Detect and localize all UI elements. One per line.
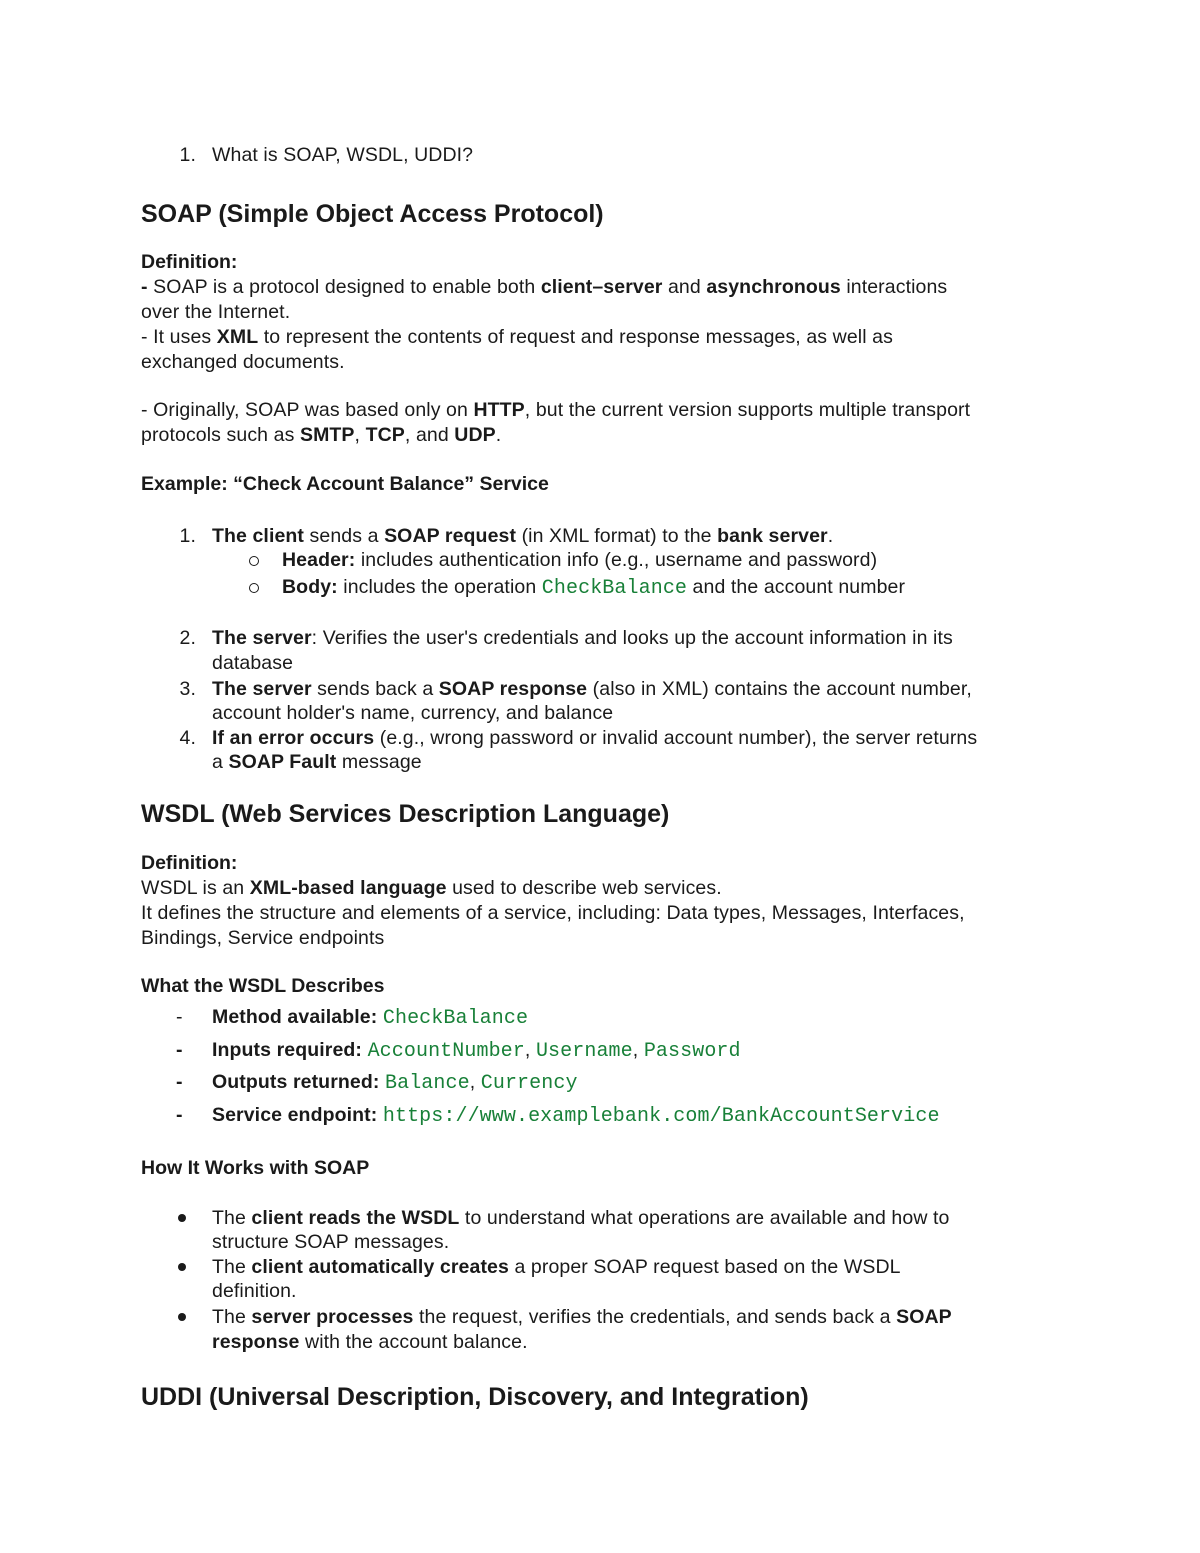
text: protocols such as (141, 424, 300, 446)
code-term: Username (535, 1040, 633, 1063)
filled-bullet-icon (178, 1214, 186, 1222)
bold-term: client automatically creates (251, 1256, 509, 1278)
wsdl-item-outputs: Outputs returned: Balance, Currency (212, 1071, 578, 1095)
endpoint-url: https://www.examplebank.com/BankAccountService (382, 1105, 940, 1128)
text: to represent the contents of request and response messages, as well as (258, 326, 893, 348)
bold-term: The client (212, 525, 305, 547)
bold-term: asynchronous (706, 276, 841, 298)
text: . (495, 424, 502, 446)
item-label: Inputs required: (212, 1039, 363, 1061)
wsdl-item-inputs: Inputs required: AccountNumber, Username, Password (212, 1039, 741, 1063)
text: The (212, 1256, 252, 1278)
text: a (212, 751, 229, 773)
soap-def-line-5 (141, 398, 970, 423)
bold-term: client–server (540, 276, 663, 298)
dash-bullet: - (176, 1104, 183, 1126)
soap-def-line-4: exchanged documents. (141, 351, 345, 373)
how-bullet-3 (212, 1305, 952, 1330)
soap-def-line-3 (141, 325, 893, 350)
bold-term: XML (216, 326, 259, 348)
text: to understand what operations are available and how to (459, 1207, 950, 1229)
bold-term: If an error occurs (212, 727, 375, 749)
soap-example-label: Example: “Check Account Balance” Service (141, 473, 549, 495)
step-4-line-2 (212, 750, 422, 775)
bold-term: server processes (251, 1306, 414, 1328)
text: , and (404, 424, 455, 446)
wsdl-item-method (212, 1005, 528, 1031)
bold-term: HTTP (473, 399, 525, 421)
text: , but the current version supports multiple transport (524, 399, 971, 421)
text: and the account number (687, 576, 906, 598)
step-1-text (212, 524, 833, 549)
bold-term: bank server (717, 525, 828, 547)
bold-term: UDP (454, 424, 496, 446)
hollow-bullet-icon (249, 583, 259, 593)
text: used to describe web services. (446, 877, 722, 899)
text: : Verifies the user's credentials and looks up the account information in its (311, 627, 953, 649)
text: The (212, 1207, 252, 1229)
item-label: Outputs returned: (212, 1071, 380, 1093)
wsdl-item-endpoint (212, 1103, 940, 1129)
text: message (336, 751, 422, 773)
soap-def-line-1 (141, 275, 947, 300)
hollow-bullet-icon (249, 556, 259, 566)
text: (in XML format) to the (516, 525, 718, 547)
how-bullet-1 (212, 1206, 949, 1231)
text: WSDL is an (141, 877, 250, 899)
text: interactions (840, 276, 948, 298)
soap-heading: SOAP (Simple Object Access Protocol) (141, 200, 604, 228)
step-2-line-2: database (212, 652, 294, 674)
how-bullet-3-line-2 (212, 1330, 528, 1355)
text: the request, verifies the credentials, and sends back a (413, 1306, 897, 1328)
step-4-text (212, 726, 977, 751)
text: and (662, 276, 707, 298)
filled-bullet-icon (178, 1263, 186, 1271)
text: sends back a (311, 678, 439, 700)
wsdl-definition-label: Definition: (141, 852, 238, 874)
bold-term: XML-based language (249, 877, 447, 899)
step-number: 3. (179, 678, 196, 700)
text: - Originally, SOAP was based only on (141, 399, 474, 421)
sub-bullet-body (282, 575, 905, 601)
text: (also in XML) contains the account number, (587, 678, 972, 700)
step-2-text (212, 626, 953, 651)
bold-term: SOAP response (438, 678, 588, 700)
text: The (212, 1306, 252, 1328)
wsdl-def-line-3: Bindings, Service endpoints (141, 927, 385, 949)
bold-term: SOAP Fault (228, 751, 337, 773)
uddi-heading: UDDI (Universal Description, Discovery, and Integration) (141, 1383, 809, 1411)
step-number: 2. (179, 627, 196, 649)
bold-term: client reads the WSDL (251, 1207, 460, 1229)
bold-term: response (212, 1331, 300, 1353)
item-label: Method available: (212, 1006, 378, 1028)
soap-def-line-6 (141, 423, 501, 448)
how-bullet-1-line-2: structure SOAP messages. (212, 1231, 450, 1253)
dash-bullet: - (176, 1006, 183, 1028)
bold-term: Header: (282, 549, 356, 571)
wsdl-describes-label: What the WSDL Describes (141, 975, 385, 997)
code-term: CheckBalance (382, 1007, 529, 1030)
code-term: Balance (384, 1072, 470, 1095)
code-term: Currency (480, 1072, 578, 1095)
how-bullet-2 (212, 1255, 901, 1280)
bold-term: SMTP (299, 424, 355, 446)
text: SOAP is a protocol designed to enable both (147, 276, 541, 298)
text: includes authentication info (e.g., username and password) (355, 549, 878, 571)
bold-term: TCP (365, 424, 405, 446)
text: . (827, 525, 834, 547)
text: , (354, 424, 366, 446)
dash-bullet: - (176, 1071, 183, 1093)
soap-def-line-2: over the Internet. (141, 301, 291, 323)
text: with the account balance. (299, 1331, 528, 1353)
soap-definition-label: Definition: (141, 251, 238, 273)
text: (e.g., wrong password or invalid account number), the server returns (374, 727, 978, 749)
wsdl-def-line-2: It defines the structure and elements of a service, including: Data types, Messages, Interfaces, (141, 902, 965, 924)
step-3-line-2: account holder's name, currency, and balance (212, 702, 614, 724)
dash-bullet: - (176, 1039, 183, 1061)
how-bullet-2-line-2: definition. (212, 1280, 297, 1302)
item-label: Service endpoint: (212, 1104, 378, 1126)
wsdl-how-label: How It Works with SOAP (141, 1157, 370, 1179)
text: - It uses (141, 326, 217, 348)
sub-bullet-header (282, 548, 877, 573)
bold-term: Body: (282, 576, 338, 598)
bold-term: The server (212, 678, 312, 700)
bold-term: SOAP (896, 1306, 952, 1328)
step-number: 4. (179, 727, 196, 749)
text: includes the operation (337, 576, 542, 598)
question-number: 1. (179, 144, 196, 166)
code-term: CheckBalance (541, 577, 688, 600)
bold-term: The server (212, 627, 312, 649)
wsdl-def-line-1 (141, 876, 722, 901)
code-term: AccountNumber (367, 1040, 525, 1063)
question-text: What is SOAP, WSDL, UDDI? (212, 144, 474, 166)
code-term: Password (643, 1040, 741, 1063)
bold-term: SOAP request (384, 525, 517, 547)
text: a proper SOAP request based on the WSDL (508, 1256, 901, 1278)
step-3-text (212, 677, 972, 702)
dash: - (141, 276, 148, 298)
text: sends a (304, 525, 385, 547)
wsdl-heading: WSDL (Web Services Description Language) (141, 800, 670, 828)
filled-bullet-icon (178, 1313, 186, 1321)
step-number: 1. (179, 525, 196, 547)
